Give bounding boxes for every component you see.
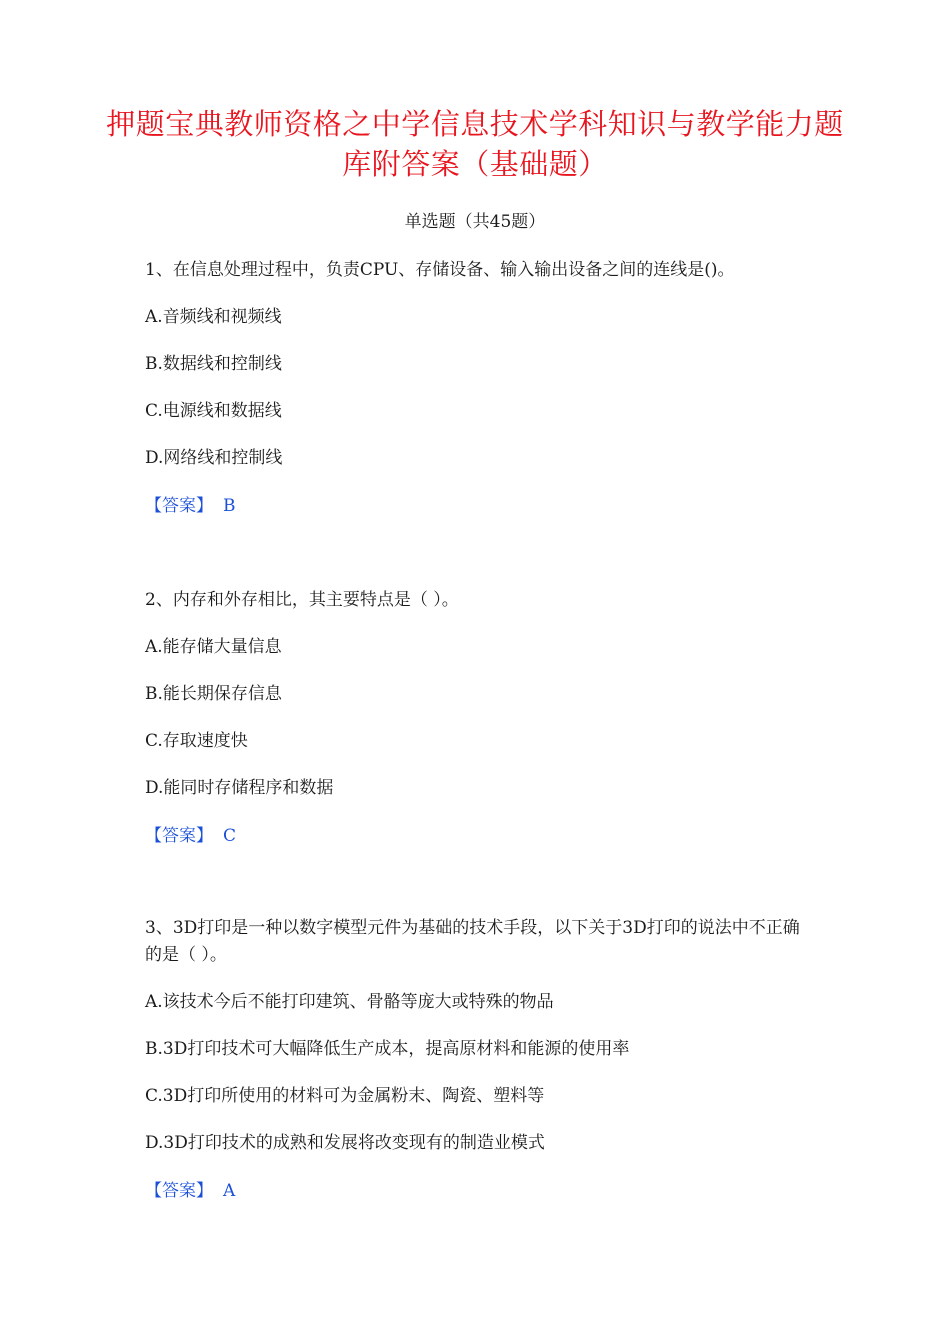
question-1-option-a: A.音频线和视频线: [145, 307, 282, 327]
answer-label: 【答案】: [145, 1181, 213, 1201]
question-3-option-d: D.3D打印技术的成熟和发展将改变现有的制造业模式: [145, 1133, 545, 1153]
question-3-stem: 3、3D打印是一种以数字模型元件为基础的技术手段，以下关于3D打印的说法中不正确的是（ ）。: [145, 918, 800, 965]
question-1-answer: [145, 493, 815, 520]
answer-label: 【答案】: [145, 826, 213, 846]
question-1-stem: 1、在信息处理过程中，负责CPU、存储设备、输入输出设备之间的连线是()。: [145, 260, 735, 280]
question-3-answer: [145, 1178, 815, 1205]
question-1-option-b: B.数据线和控制线: [145, 354, 282, 374]
question-1-option-d: D.网络线和控制线: [145, 448, 283, 468]
answer-label: 【答案】: [145, 496, 213, 516]
question-2-answer: [145, 823, 815, 850]
answer-value: B: [223, 496, 236, 516]
question-2-stem: 2、内存和外存相比，其主要特点是（ ）。: [145, 590, 459, 610]
section-heading: 单选题（共45题）: [404, 212, 546, 232]
question-3-option-c: C.3D打印所使用的材料可为金属粉末、陶瓷、塑料等: [145, 1086, 545, 1106]
question-2-option-c: C.存取速度快: [145, 731, 248, 751]
question-2-option-b: B.能长期保存信息: [145, 684, 282, 704]
answer-value: C: [223, 826, 237, 846]
question-3-option-b: B.3D打印技术可大幅降低生产成本，提高原材料和能源的使用率: [145, 1039, 630, 1059]
question-2-option-a: A.能存储大量信息: [145, 637, 282, 657]
question-3-option-a: A.该技术今后不能打印建筑、骨骼等庞大或特殊的物品: [145, 992, 554, 1012]
question-2-option-d: D.能同时存储程序和数据: [145, 778, 334, 798]
answer-value: A: [223, 1181, 236, 1201]
document-title: 押题宝典教师资格之中学信息技术学科知识与教学能力题库附答案（基础题）: [106, 107, 844, 181]
question-1-option-c: C.电源线和数据线: [145, 401, 282, 421]
